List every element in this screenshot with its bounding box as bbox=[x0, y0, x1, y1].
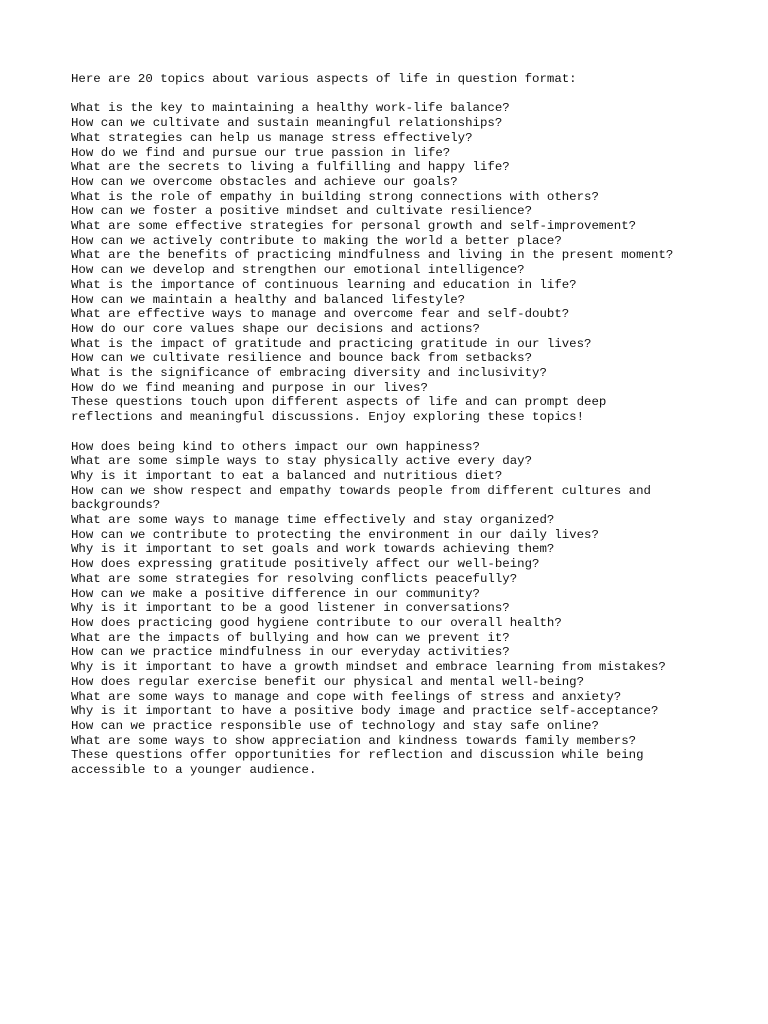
question-line: What are some strategies for resolving conflicts peacefully? bbox=[71, 571, 518, 586]
question-line: How does regular exercise benefit our physical and mental well-being? bbox=[71, 674, 585, 689]
question-line: How can we practice responsible use of technology and stay safe online? bbox=[71, 718, 599, 733]
question-line: How does being kind to others impact our own happiness? bbox=[71, 439, 480, 454]
question-line: How does expressing gratitude positively affect our well-being? bbox=[71, 557, 540, 572]
closing-line: accessible to a younger audience. bbox=[71, 763, 317, 778]
question-line: How can we cultivate and sustain meaningful relationships? bbox=[71, 116, 503, 131]
question-line: How does practicing good hygiene contribute to our overall health? bbox=[71, 615, 562, 630]
question-line: How do we find and pursue our true passion in life? bbox=[71, 145, 451, 160]
intro-line: Here are 20 topics about various aspects of life in question format: bbox=[71, 72, 577, 86]
question-list-young bbox=[71, 440, 711, 749]
question-line: What are effective ways to manage and overcome fear and self-doubt? bbox=[71, 307, 570, 322]
question-line: What is the impact of gratitude and practicing gratitude in our lives? bbox=[71, 336, 592, 351]
question-line: How can we maintain a healthy and balanced lifestyle? bbox=[71, 292, 466, 307]
question-line: Why is it important to be a good listener in conversations? bbox=[71, 601, 510, 616]
question-line: Why is it important to set goals and work towards achieving them? bbox=[71, 542, 555, 557]
closing-line: reflections and meaningful discussions. Enjoy exploring these topics! bbox=[71, 410, 585, 425]
question-line: How can we cultivate resilience and bounce back from setbacks? bbox=[71, 351, 533, 366]
question-line: What are some simple ways to stay physically active every day? bbox=[71, 454, 533, 469]
spacer bbox=[71, 425, 711, 440]
question-line: How can we overcome obstacles and achieve our goals? bbox=[71, 174, 458, 189]
question-line: How can we foster a positive mindset and cultivate resilience? bbox=[71, 204, 533, 219]
question-line: What are some effective strategies for personal growth and self-improvement? bbox=[71, 219, 637, 234]
document-page bbox=[71, 72, 711, 778]
question-line: Why is it important to have a growth mindset and embrace learning from mistakes? bbox=[71, 660, 666, 675]
question-line: What is the significance of embracing diversity and inclusivity? bbox=[71, 366, 547, 381]
question-line: How do our core values shape our decisions and actions? bbox=[71, 321, 480, 336]
question-line: What are some ways to show appreciation and kindness towards family members? bbox=[71, 733, 637, 748]
question-line: How do we find meaning and purpose in our lives? bbox=[71, 380, 428, 395]
question-line: What are the impacts of bullying and how can we prevent it? bbox=[71, 630, 510, 645]
question-line: Why is it important to eat a balanced and nutritious diet? bbox=[71, 468, 503, 483]
closing-line: These questions touch upon different aspects of life and can prompt deep bbox=[71, 395, 607, 410]
question-line: How can we actively contribute to making the world a better place? bbox=[71, 233, 562, 248]
question-line: What are the benefits of practicing mindfulness and living in the present moment? bbox=[71, 248, 674, 263]
question-list-adult bbox=[71, 101, 711, 395]
question-line: Why is it important to have a positive body image and practice self-acceptance? bbox=[71, 704, 659, 719]
question-line: What are some ways to manage and cope with feelings of stress and anxiety? bbox=[71, 689, 622, 704]
question-line: How can we practice mindfulness in our everyday activities? bbox=[71, 645, 510, 660]
question-line: How can we contribute to protecting the environment in our daily lives? bbox=[71, 527, 599, 542]
question-line: What is the key to maintaining a healthy work-life balance? bbox=[71, 101, 510, 116]
question-line: How can we show respect and empathy towards people from different cultures and bbox=[71, 483, 651, 498]
question-line: What is the importance of continuous learning and education in life? bbox=[71, 277, 577, 292]
question-line: What strategies can help us manage stress effectively? bbox=[71, 130, 473, 145]
question-line: What are some ways to manage time effectively and stay organized? bbox=[71, 513, 555, 528]
question-line: How can we develop and strengthen our emotional intelligence? bbox=[71, 263, 525, 278]
question-line: How can we make a positive difference in our community? bbox=[71, 586, 480, 601]
question-line: What are the secrets to living a fulfilling and happy life? bbox=[71, 160, 510, 175]
closing-line: These questions offer opportunities for reflection and discussion while being bbox=[71, 748, 644, 763]
question-line: What is the role of empathy in building strong connections with others? bbox=[71, 189, 599, 204]
question-line-continued: backgrounds? bbox=[71, 498, 161, 513]
spacer bbox=[71, 87, 711, 102]
